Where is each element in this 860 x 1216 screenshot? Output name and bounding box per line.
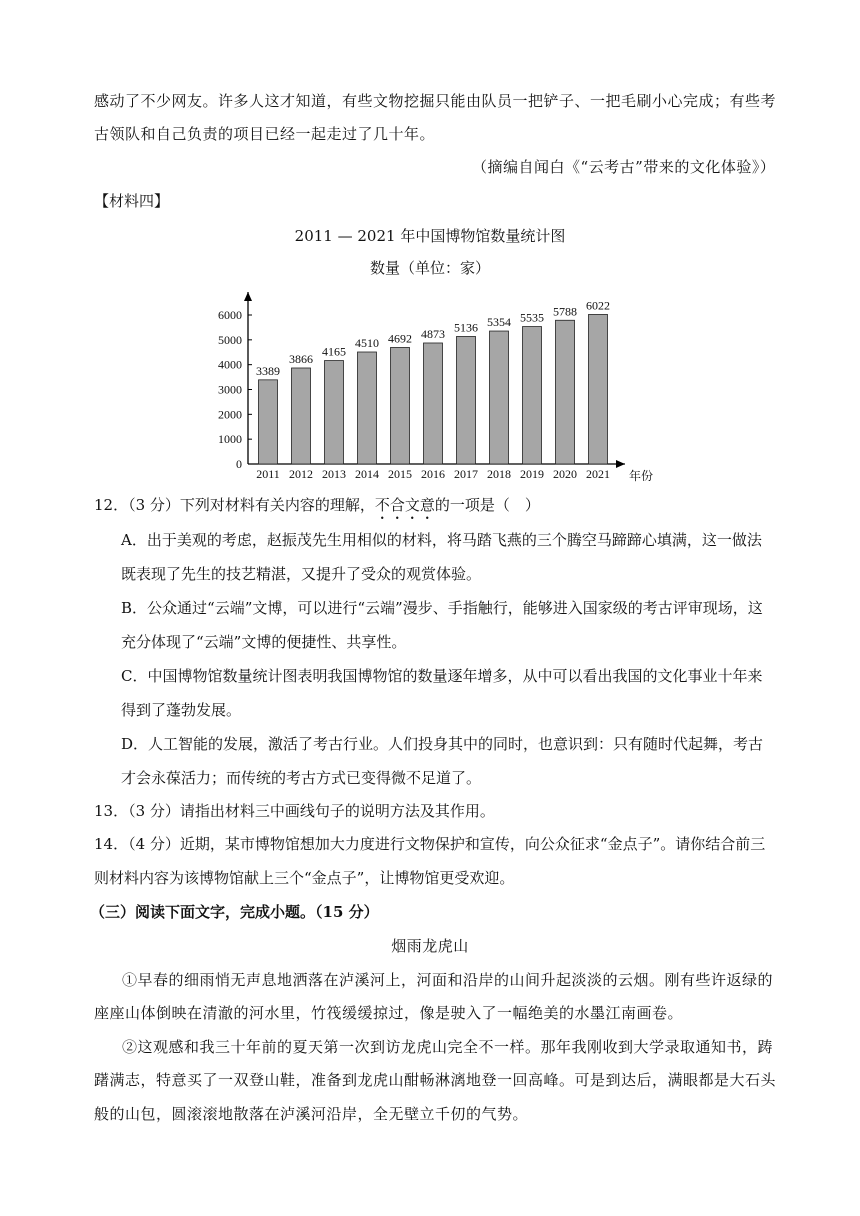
passage-paragraph-1-cont: 座座山体倒映在清澈的河水里，竹筏缓缓掠过，像是驶入了一幅绝美的水墨江南画卷。 [94,1004,684,1022]
q14-stem: 14．（4 分）近期，某市博物馆想加大力度进行文物保护和宣传，向公众征求“金点子”。请你结合前三 [94,835,766,853]
q12-stem-post: 的一项是（ ） [434,496,540,514]
y-tick-label: 6000 [218,308,242,322]
passage-title: 烟雨龙虎山 [391,937,469,955]
passage-paragraph-2: ②这观感和我三十年前的夏天第一次到访龙虎山完全不一样。那年我刚收到大学录取通知书，踌 [122,1038,774,1056]
x-tick-label: 2011 [256,467,280,481]
q12-option-c-cont: 得到了蓬勃发展。 [121,701,242,719]
bar-2015 [391,347,410,464]
x-tick-label: 2019 [520,467,544,481]
bar-2017 [457,336,476,464]
bar-value-label: 5136 [454,320,478,335]
q12-option-d: D．人工智能的发展，激活了考古行业。人们投身其中的同时，也意识到：只有随时代起舞，考古 [121,735,764,753]
bar-value-label: 5354 [487,315,511,330]
bar-value-label: 4873 [421,326,445,341]
material3-source: （摘编自闻白《“云考古”带来的文化体验》） [472,158,776,176]
x-tick-label: 2017 [454,467,478,481]
bar-2018 [490,331,509,464]
y-tick-label: 0 [236,457,242,471]
q12-stem [94,495,540,523]
q12-option-a: A．出于美观的考虑，赵振茂先生用相似的材料，将马踏飞燕的三个腾空马蹄蹄心填满，这一做法 [121,531,762,549]
bar-value-label: 5535 [520,310,544,325]
bar-value-label: 4510 [355,336,379,351]
y-tick-label: 2000 [218,407,242,422]
chart-ylabel: 数量（单位：家） [369,259,490,277]
bar-2016 [424,343,443,464]
passage-paragraph-2-cont: 般的山包，圆滚滚地散落在泸溪河沿岸，全无壁立千仞的气势。 [94,1105,529,1123]
bar-2012 [292,368,311,464]
q13-stem: 13．（3 分）请指出材料三中画线句子的说明方法及其作用。 [94,802,495,820]
y-axis-arrow [244,292,252,301]
bar-2020 [556,320,575,464]
bar-2014 [358,352,377,464]
bar-2011 [259,380,278,464]
passage-paragraph-2-cont: 躇满志，特意买了一双登山鞋，准备到龙虎山酣畅淋漓地登一回高峰。可是到达后，满眼都是大石头 [94,1071,777,1089]
passage-paragraph-1: ①早春的细雨悄无声息地洒落在泸溪河上，河面和沿岸的山间升起淡淡的云烟。刚有些许返绿的 [122,971,774,989]
bar-value-label: 3866 [289,351,313,366]
bar-2021 [589,314,608,464]
q14-stem-cont: 则材料内容为该博物馆献上三个“金点子”，让博物馆更受欢迎。 [94,869,515,887]
q12-option-a-cont: 既表现了先生的技艺精湛，又提升了受众的观赏体验。 [121,565,482,583]
bar-value-label: 6022 [586,298,610,313]
bar-value-label: 3389 [256,363,280,378]
x-tick-label: 2013 [322,467,346,481]
material3-text-line: 古领队和自己负责的项目已经一起走过了几十年。 [94,125,436,143]
y-tick-label: 1000 [218,432,242,447]
y-tick-label: 4000 [218,357,242,372]
x-tick-label: 2020 [553,467,577,481]
x-axis-label: 年份 [629,469,654,483]
bar-value-label: 4692 [388,331,412,346]
bar-value-label: 5788 [553,304,577,319]
y-tick-label: 5000 [218,332,242,347]
x-tick-label: 2015 [388,467,412,481]
q12-option-d-cont: 才会永葆活力；而传统的考古方式已变得微不足道了。 [121,769,482,787]
x-tick-label: 2014 [355,467,379,481]
q12-stem-emphasis: 不合文意 [374,496,435,514]
bar-2013 [325,361,344,464]
q12-option-b: B．公众通过“云端”文博，可以进行“云端”漫步、手指触行，能够进入国家级的考古评审现场，这 [121,599,763,617]
x-tick-label: 2021 [586,467,610,481]
x-tick-label: 2018 [487,467,511,481]
section3-heading: （三）阅读下面文字，完成小题。（15 分） [90,903,379,921]
x-tick-label: 2012 [289,467,313,481]
chart-title: 2011 — 2021 年中国博物馆数量统计图 [294,227,566,245]
bar-2019 [523,327,542,464]
x-axis-arrow [616,460,625,468]
museum-count-bar-chart [205,282,655,492]
q12-stem-pre: 12．（3 分）下列对材料有关内容的理解， [94,496,375,514]
material3-text-line: 感动了不少网友。许多人这才知道，有些文物挖掘只能由队员一把铲子、一把毛刷小心完成；有些考 [94,92,777,110]
material4-heading: 【材料四】 [94,192,170,210]
q12-option-c: C．中国博物馆数量统计图表明我国博物馆的数量逐年增多，从中可以看出我国的文化事业十年来 [121,667,763,685]
q12-option-b-cont: 充分体现了“云端”文博的便捷性、共享性。 [121,633,407,651]
x-tick-label: 2016 [421,467,445,481]
bar-value-label: 4165 [322,344,346,359]
y-tick-label: 3000 [218,382,242,397]
